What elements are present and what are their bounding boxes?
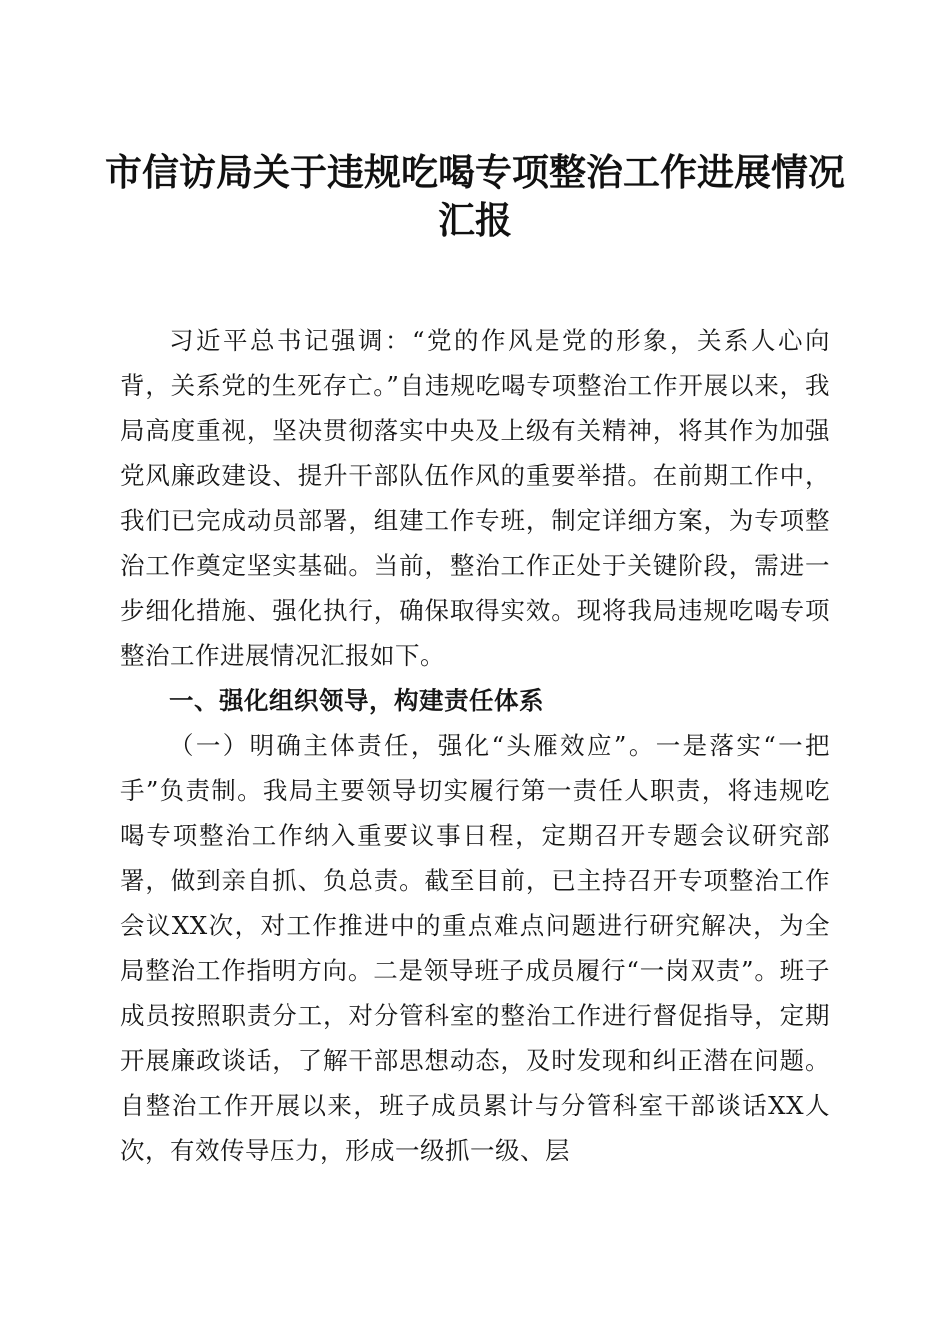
section-heading-1: 一、强化组织领导，构建责任体系	[169, 686, 544, 715]
document-title: 市信访局关于违规吃喝专项整治工作进展情况汇报	[105, 150, 845, 242]
document-body	[120, 318, 830, 1173]
body-paragraph: （一）明确主体责任，强化“头雁效应”。一是落实“一把手”负责制。我局主要领导切实履行第一责任人职责，将违规吃喝专项整治工作纳入重要议事日程，定期召开专题会议研究部署，做到亲自抓、负总责。截至目前，已主持召开专项整治工作会议XX次，对工作推进中的重点难点问题进行研究解决，为全局整治工作指明方向。二是领导班子成员履行“一岗双责”。班子成员按照职责分工，对分管科室的整治工作进行督促指导，定期开展廉政谈话，了解干部思想动态，及时发现和纠正潜在问题。自整治工作开展以来，班子成员累计与分管科室干部谈话XX人次，有效传导压力，形成一级抓一级、层	[120, 731, 830, 1165]
intro-paragraph: 习近平总书记强调：“党的作风是党的形象，关系人心向背，关系党的生死存亡。”自违规吃喝专项整治工作开展以来，我局高度重视，坚决贯彻落实中央及上级有关精神，将其作为加强党风廉政建设、提升干部队伍作风的重要举措。在前期工作中，我们已完成动员部署，组建工作专班，制定详细方案，为专项整治工作奠定坚实基础。当前，整治工作正处于关键阶段，需进一步细化措施、强化执行，确保取得实效。现将我局违规吃喝专项整治工作进展情况汇报如下。	[120, 326, 830, 670]
